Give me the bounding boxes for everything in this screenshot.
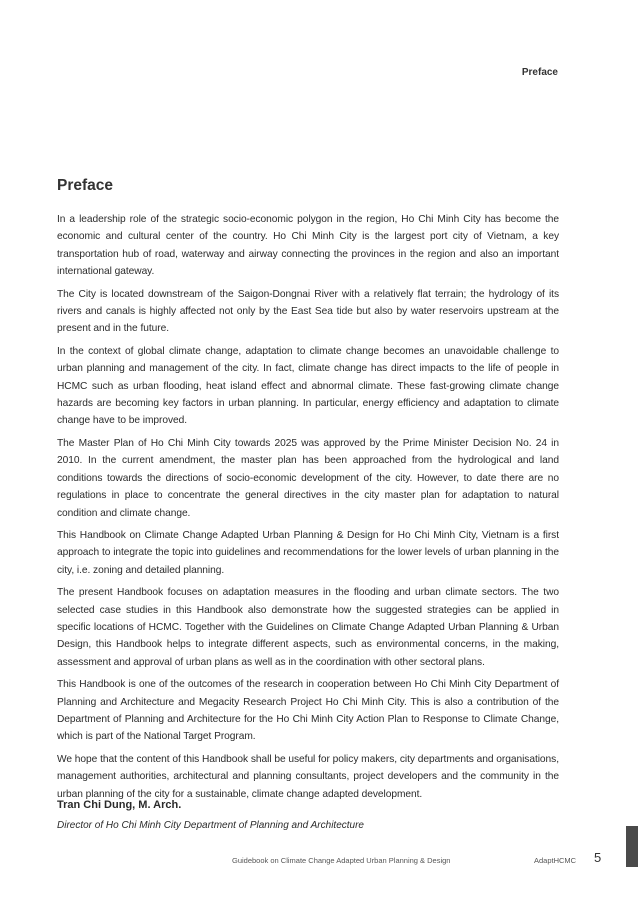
footer-brand: AdaptHCMC <box>534 856 577 865</box>
running-header: Preface <box>521 67 558 78</box>
paragraph: This Handbook is one of the outcomes of the research in cooperation between Ho Chi Minh City Department of Planning and Architecture and Megacity Research Project Ho Chi Minh City. This is also a contribution of the Department of Planning and Architecture for the Ho Chi Minh City Action Plan to Response to Climate Change, which is part of the National Target Program. <box>57 679 559 743</box>
page-title: Preface <box>57 177 114 194</box>
paragraph: The present Handbook focuses on adaptation measures in the flooding and urban climate sectors. The two selected case studies in this Handbook also demonstrate how the suggested strategies can be applied in specific locations of HCMC. Together with the Guidelines on Climate Change Adapted Urban Planning & Urban Design, this Handbook helps to integrate different aspects, such as environmental concerns, in the making, assessment and approval of urban plans as well as in the coordination with other sectoral plans. <box>57 587 559 668</box>
paragraph: In the context of global climate change, adaptation to climate change becomes an unavoidable challenge to urban planning and management of the city. In fact, climate change has direct impacts to the life of people in HCMC such as urban flooding, heat island effect and abnormal climate. These fast-growing climate change hazards are becoming key factors in urban planning. In particular, energy efficiency and adaptation to climate change have to be improved. <box>57 345 559 427</box>
author-role: Director of Ho Chi Minh City Department of Planning and Architecture <box>57 820 364 831</box>
paragraph: The City is located downstream of the Saigon-Dongnai River with a relatively flat terrain; the hydrology of its rivers and canals is highly affected not only by the East Sea tide but also by water reservoirs upstream at the present and in the future. <box>57 288 559 335</box>
paragraph: This Handbook on Climate Change Adapted Urban Planning & Design for Ho Chi Minh City, Vietnam is a first approach to integrate the topic into guidelines and recommendations for the lower levels of urban planning in the city, i.e. zoning and detailed planning. <box>57 529 559 576</box>
footer-guide-title: Guidebook on Climate Change Adapted Urban Planning & Design <box>232 856 451 865</box>
page-number: 5 <box>594 850 602 865</box>
body-text <box>57 211 559 808</box>
author-name: Tran Chi Dung, M. Arch. <box>57 799 182 811</box>
page-edge-tab <box>626 826 638 867</box>
paragraph: The Master Plan of Ho Chi Minh City towards 2025 was approved by the Prime Minister Decision No. 24 in 2010. In the current amendment, the master plan has been approached from the hydrological and land conditions towards the directions of socio-economic development of the city. However, to date there are no regulations in place to concentrate the general directives in the city master plan for adaptation to natural condition and climate change. <box>57 437 559 519</box>
paragraph: In a leadership role of the strategic socio-economic polygon in the region, Ho Chi Minh City has become the economic and cultural center of the country. Ho Chi Minh City is the largest port city of Vietnam, a key transportation hub of road, waterway and airway connecting the provinces in the region and also an important international gateway. <box>57 214 559 278</box>
paragraph: We hope that the content of this Handbook shall be useful for policy makers, city departments and organisations, management authorities, architectural and planning consultants, project developers and the community in the urban planning of the city for a sustainable, climate change adapted development. <box>57 753 559 800</box>
